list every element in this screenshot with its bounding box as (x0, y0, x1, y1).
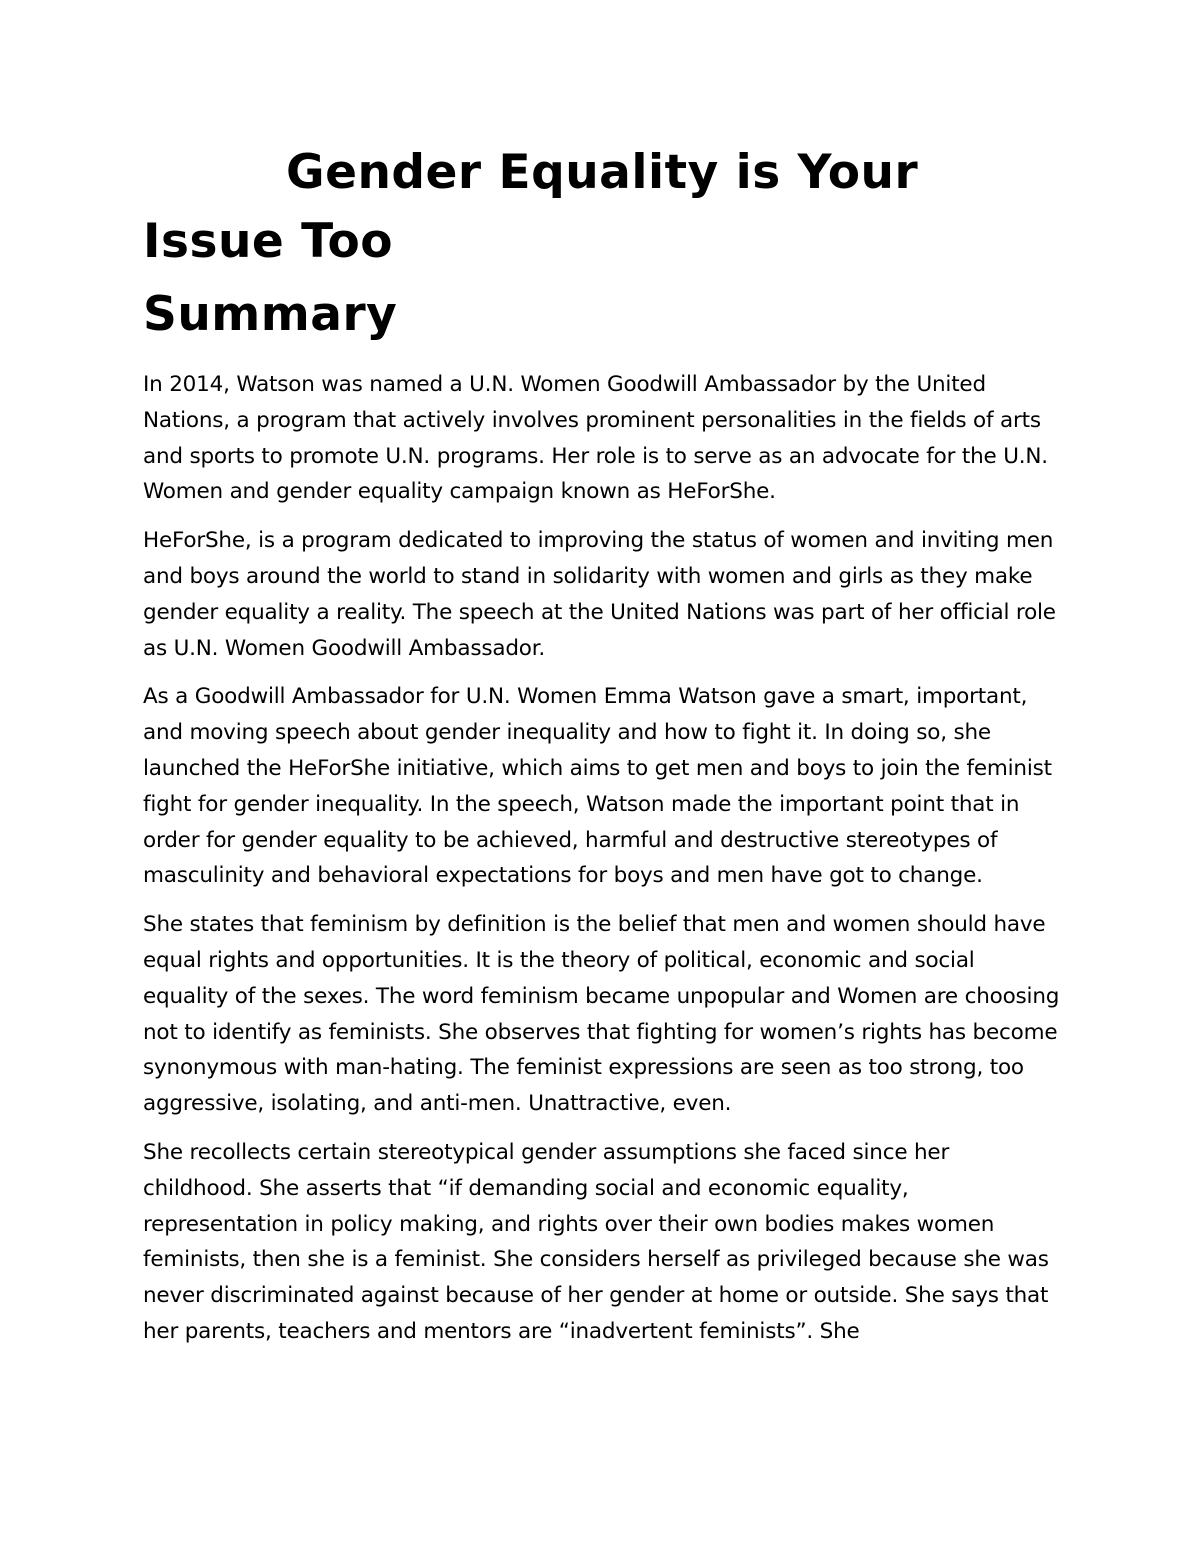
paragraph: In 2014, Watson was named a U.N. Women Goodwill Ambassador by the United Nations, a program that actively involves prominent personalities in the fields of arts and sports to promote U.N. programs. Her role is to serve as an advocate for the U.N. Women and gender equality campaign known as HeForShe. (143, 372, 1048, 505)
paragraph: She states that feminism by definition is the belief that men and women should have equal rights and opportunities. It is the theory of political, economic and social equality of the sexes. The word feminism became unpopular and Women are choosing not to identify as feminists. She observes that fighting for women’s rights has become synonymous with man-hating. The feminist expressions are seen as too strong, too aggressive, isolating, and anti-men. Unattractive, even. (143, 912, 1060, 1117)
section-heading: Summary (143, 287, 398, 342)
document-body (143, 138, 1063, 1350)
paragraph: HeForShe, is a program dedicated to improving the status of women and inviting men and boys around the world to stand in solidarity with women and girls as they make gender equality a reality. The speech at the United Nations was part of her official role as U.N. Women Goodwill Ambassador. (143, 528, 1056, 661)
paragraph: As a Goodwill Ambassador for U.N. Women Emma Watson gave a smart, important, and moving speech about gender inequality and how to fight it. In doing so, she launched the HeForShe initiative, which aims to get men and boys to join the feminist fight for gender inequality. In the speech, Watson made the important point that in order for gender equality to be achieved, harmful and destructive stereotypes of masculinity and behavioral expectations for boys and men have got to change. (143, 684, 1052, 889)
document-title: Gender Equality is Your Issue Too (143, 145, 919, 269)
paragraph: She recollects certain stereotypical gender assumptions she faced since her childhood. She asserts that “if demanding social and economic equality, representation in policy making, and rights over their own bodies makes women feminists, then she is a feminist. She considers herself as privileged because she was never discriminated against because of her gender at home or outside. She says that her parents, teachers and mentors are “inadvertent feminists”. She (143, 1139, 1049, 1344)
